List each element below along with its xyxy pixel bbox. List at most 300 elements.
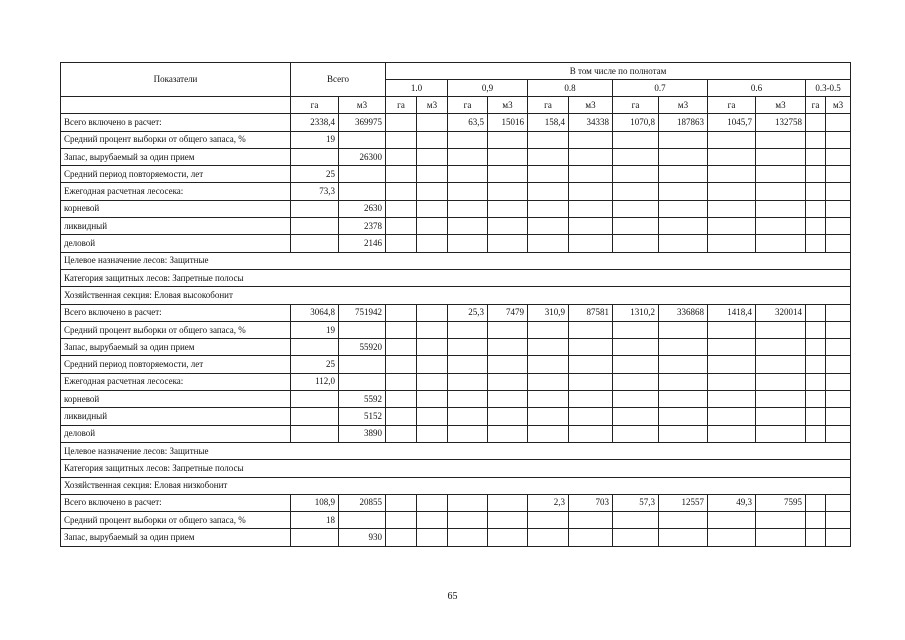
table-cell <box>488 425 528 442</box>
table-cell <box>826 304 851 321</box>
table-cell <box>826 166 851 183</box>
table-cell <box>417 166 448 183</box>
table-row <box>61 339 851 356</box>
row-label: корневой <box>61 200 291 217</box>
table-cell <box>488 339 528 356</box>
row-label: Средний процент выборки от общего запаса, % <box>61 512 291 529</box>
table-cell <box>756 408 806 425</box>
table-cell <box>386 529 417 546</box>
table-cell <box>613 200 659 217</box>
header-indicators: Показатели <box>61 63 291 97</box>
table-cell <box>417 218 448 235</box>
table-cell <box>613 512 659 529</box>
table-cell <box>448 529 488 546</box>
table-cell <box>708 425 756 442</box>
row-label: ликвидный <box>61 218 291 235</box>
table-cell <box>448 494 488 511</box>
table-cell <box>659 200 708 217</box>
table-cell: 310,9 <box>528 304 569 321</box>
table-cell <box>417 512 448 529</box>
table-cell <box>386 321 417 338</box>
table-cell <box>756 512 806 529</box>
table-cell <box>806 218 826 235</box>
table-cell <box>417 235 448 252</box>
row-label: корневой <box>61 391 291 408</box>
table-cell: 19 <box>291 131 339 148</box>
section-label: Категория защитных лесов: Запретные полосы <box>61 460 851 477</box>
table-cell <box>417 339 448 356</box>
table-cell <box>569 148 613 165</box>
table-cell: 5592 <box>339 391 386 408</box>
table-cell: 25 <box>291 356 339 373</box>
table-cell: 7479 <box>488 304 528 321</box>
table-cell <box>448 200 488 217</box>
table-cell <box>569 425 613 442</box>
table-cell <box>569 529 613 546</box>
table-cell <box>386 339 417 356</box>
table-cell <box>708 339 756 356</box>
table-cell <box>386 512 417 529</box>
table-cell: 703 <box>569 494 613 511</box>
table-cell <box>659 408 708 425</box>
table-cell <box>448 183 488 200</box>
table-row <box>61 391 851 408</box>
table-cell <box>528 512 569 529</box>
table-cell <box>708 183 756 200</box>
table-cell <box>528 166 569 183</box>
table-cell <box>708 321 756 338</box>
table-cell: 108,9 <box>291 494 339 511</box>
table-cell <box>708 218 756 235</box>
header-density-1-0: 1.0 <box>386 80 448 97</box>
table-cell <box>417 391 448 408</box>
table-cell <box>386 494 417 511</box>
unit-ha: га <box>386 97 417 114</box>
table-cell <box>756 339 806 356</box>
table-cell <box>386 114 417 131</box>
table-cell <box>339 131 386 148</box>
table-cell <box>291 218 339 235</box>
table-cell <box>806 512 826 529</box>
table-cell <box>613 373 659 390</box>
table-cell <box>448 235 488 252</box>
table-cell <box>448 512 488 529</box>
table-cell: 55920 <box>339 339 386 356</box>
table-cell <box>528 356 569 373</box>
table-cell <box>756 200 806 217</box>
table-cell <box>386 391 417 408</box>
table-cell <box>708 200 756 217</box>
table-cell <box>708 512 756 529</box>
table-cell <box>528 408 569 425</box>
table-cell <box>708 408 756 425</box>
table-cell <box>339 356 386 373</box>
table-cell <box>613 529 659 546</box>
table-cell <box>528 148 569 165</box>
table-cell <box>659 339 708 356</box>
table-cell <box>528 425 569 442</box>
table-cell <box>826 494 851 511</box>
table-row <box>61 148 851 165</box>
table-cell <box>708 391 756 408</box>
table-cell: 2,3 <box>528 494 569 511</box>
table-cell <box>386 218 417 235</box>
section-row <box>61 442 851 459</box>
table-cell <box>756 425 806 442</box>
table-cell: 5152 <box>339 408 386 425</box>
header-density-0-7: 0.7 <box>613 80 708 97</box>
table-cell <box>291 339 339 356</box>
table-cell <box>528 339 569 356</box>
table-cell <box>659 218 708 235</box>
unit-m3: м3 <box>659 97 708 114</box>
row-label: Запас, вырубаемый за один прием <box>61 148 291 165</box>
table-cell <box>448 339 488 356</box>
table-cell <box>826 131 851 148</box>
table-cell <box>448 356 488 373</box>
section-label: Целевое назначение лесов: Защитные <box>61 442 851 459</box>
table-cell <box>448 321 488 338</box>
header-total: Всего <box>291 63 386 97</box>
table-row <box>61 114 851 131</box>
table-cell: 2146 <box>339 235 386 252</box>
unit-m3: м3 <box>417 97 448 114</box>
table-cell <box>659 425 708 442</box>
row-label: деловой <box>61 235 291 252</box>
table-cell <box>569 131 613 148</box>
table-cell <box>613 131 659 148</box>
table-cell <box>488 391 528 408</box>
table-cell <box>756 235 806 252</box>
table-body <box>61 114 851 546</box>
table-cell <box>569 183 613 200</box>
table-cell <box>528 391 569 408</box>
table-cell <box>291 148 339 165</box>
table-cell <box>386 200 417 217</box>
row-label: Всего включено в расчет: <box>61 304 291 321</box>
table-cell <box>291 408 339 425</box>
table-cell: 2630 <box>339 200 386 217</box>
table-cell <box>826 425 851 442</box>
header-density-0-6: 0.6 <box>708 80 806 97</box>
table-cell: 20855 <box>339 494 386 511</box>
table-cell <box>659 512 708 529</box>
table-cell <box>708 373 756 390</box>
table-cell <box>528 218 569 235</box>
table-cell <box>613 183 659 200</box>
table-cell: 751942 <box>339 304 386 321</box>
table-row <box>61 494 851 511</box>
table-cell <box>708 166 756 183</box>
table-cell <box>613 391 659 408</box>
table-cell <box>708 529 756 546</box>
table-cell <box>488 373 528 390</box>
table-cell <box>569 166 613 183</box>
table-cell <box>659 148 708 165</box>
row-label: Средний процент выборки от общего запаса, % <box>61 321 291 338</box>
table-cell <box>488 218 528 235</box>
section-row <box>61 460 851 477</box>
table-cell <box>756 529 806 546</box>
table-cell <box>659 321 708 338</box>
table-cell <box>826 235 851 252</box>
table-cell <box>806 131 826 148</box>
unit-header-row <box>61 97 851 114</box>
table-cell <box>386 425 417 442</box>
table-cell <box>806 356 826 373</box>
table-cell <box>448 131 488 148</box>
table-cell <box>569 391 613 408</box>
table-row <box>61 321 851 338</box>
table-cell <box>708 235 756 252</box>
table-cell <box>826 114 851 131</box>
section-label: Хозяйственная секция: Еловая низкобонит <box>61 477 851 494</box>
row-label: ликвидный <box>61 408 291 425</box>
table-cell: 49,3 <box>708 494 756 511</box>
table-cell <box>756 391 806 408</box>
table-cell <box>569 408 613 425</box>
table-cell: 57,3 <box>613 494 659 511</box>
table-cell <box>826 218 851 235</box>
row-label: Ежегодная расчетная лесосека: <box>61 183 291 200</box>
table-cell: 25,3 <box>448 304 488 321</box>
unit-blank <box>61 97 291 114</box>
unit-m3: м3 <box>826 97 851 114</box>
table-cell <box>417 425 448 442</box>
table-cell: 187863 <box>659 114 708 131</box>
row-label: Средний процент выборки от общего запаса, % <box>61 131 291 148</box>
table-cell <box>659 373 708 390</box>
table-cell <box>613 339 659 356</box>
table-cell: 26300 <box>339 148 386 165</box>
table-cell <box>488 131 528 148</box>
table-cell <box>708 148 756 165</box>
table-cell <box>417 114 448 131</box>
table-cell: 320014 <box>756 304 806 321</box>
table-cell <box>806 408 826 425</box>
table-cell <box>613 166 659 183</box>
table-cell <box>291 529 339 546</box>
unit-m3: м3 <box>756 97 806 114</box>
table-cell <box>826 391 851 408</box>
table-cell <box>291 391 339 408</box>
table-cell <box>448 148 488 165</box>
section-row <box>61 252 851 269</box>
table-cell <box>826 200 851 217</box>
table-cell <box>826 373 851 390</box>
table-cell <box>448 408 488 425</box>
table-cell <box>386 131 417 148</box>
table-cell <box>569 356 613 373</box>
table-cell: 112,0 <box>291 373 339 390</box>
table-cell <box>488 321 528 338</box>
table-cell <box>417 131 448 148</box>
row-label: Ежегодная расчетная лесосека: <box>61 373 291 390</box>
section-label: Категория защитных лесов: Запретные полосы <box>61 269 851 286</box>
table-cell: 7595 <box>756 494 806 511</box>
table-cell <box>448 425 488 442</box>
table-cell <box>386 356 417 373</box>
table-cell <box>417 529 448 546</box>
table-row <box>61 166 851 183</box>
table-cell <box>826 183 851 200</box>
table-cell: 1045,7 <box>708 114 756 131</box>
table-cell: 19 <box>291 321 339 338</box>
table-cell <box>806 391 826 408</box>
table-cell <box>528 373 569 390</box>
table-cell <box>756 183 806 200</box>
table-cell: 18 <box>291 512 339 529</box>
table-cell <box>488 529 528 546</box>
table-cell <box>339 512 386 529</box>
section-label: Хозяйственная секция: Еловая высокобонит <box>61 287 851 304</box>
table-cell <box>569 512 613 529</box>
table-cell <box>708 131 756 148</box>
table-cell <box>417 304 448 321</box>
table-cell: 132758 <box>756 114 806 131</box>
row-label: Средний период повторяемости, лет <box>61 356 291 373</box>
header-density-0-3-0-5: 0.3-0.5 <box>806 80 851 97</box>
table-cell <box>291 235 339 252</box>
table-cell <box>826 339 851 356</box>
table-cell: 87581 <box>569 304 613 321</box>
table-cell <box>488 235 528 252</box>
table-cell <box>528 235 569 252</box>
table-cell <box>806 183 826 200</box>
section-label: Целевое назначение лесов: Защитные <box>61 252 851 269</box>
section-row <box>61 287 851 304</box>
table-cell <box>806 339 826 356</box>
table-cell <box>386 373 417 390</box>
table-cell <box>708 356 756 373</box>
unit-ha: га <box>528 97 569 114</box>
table-cell <box>659 356 708 373</box>
table-cell <box>659 183 708 200</box>
table-row <box>61 131 851 148</box>
table-cell <box>806 321 826 338</box>
table-cell <box>806 200 826 217</box>
table-cell <box>448 373 488 390</box>
table-cell <box>806 529 826 546</box>
table-cell: 15016 <box>488 114 528 131</box>
table-cell <box>386 166 417 183</box>
table-cell <box>806 166 826 183</box>
row-label: Запас, вырубаемый за один прием <box>61 529 291 546</box>
table-cell: 3064,8 <box>291 304 339 321</box>
table-cell <box>659 391 708 408</box>
page-number: 65 <box>447 591 458 602</box>
table-cell <box>659 235 708 252</box>
unit-ha: га <box>448 97 488 114</box>
row-label: Всего включено в расчет: <box>61 114 291 131</box>
table-cell <box>488 183 528 200</box>
table-cell <box>386 235 417 252</box>
table-cell: 63,5 <box>448 114 488 131</box>
table-cell <box>448 218 488 235</box>
table-cell <box>659 131 708 148</box>
unit-m3: м3 <box>339 97 386 114</box>
table-cell <box>417 321 448 338</box>
table-cell <box>291 200 339 217</box>
table-cell: 369975 <box>339 114 386 131</box>
table-cell <box>488 166 528 183</box>
table-cell <box>386 148 417 165</box>
table-cell <box>826 321 851 338</box>
table-row <box>61 218 851 235</box>
table-cell <box>756 148 806 165</box>
table-cell <box>386 408 417 425</box>
table-cell <box>806 425 826 442</box>
table-cell: 25 <box>291 166 339 183</box>
table-cell <box>826 408 851 425</box>
table-cell <box>528 200 569 217</box>
row-label: Запас, вырубаемый за один прием <box>61 339 291 356</box>
table-cell: 3890 <box>339 425 386 442</box>
table-cell <box>756 373 806 390</box>
table-cell <box>569 373 613 390</box>
forest-calculation-table <box>60 62 851 547</box>
table-cell: 1310,2 <box>613 304 659 321</box>
table-cell <box>659 529 708 546</box>
table-cell <box>613 408 659 425</box>
table-cell <box>806 494 826 511</box>
table-cell <box>417 408 448 425</box>
table-cell <box>613 425 659 442</box>
table-cell <box>339 373 386 390</box>
unit-ha: га <box>806 97 826 114</box>
table-cell <box>569 235 613 252</box>
table-row <box>61 373 851 390</box>
table-cell: 12557 <box>659 494 708 511</box>
table-cell <box>613 148 659 165</box>
table-cell: 336868 <box>659 304 708 321</box>
table-cell <box>488 512 528 529</box>
table-row <box>61 200 851 217</box>
table-cell <box>826 529 851 546</box>
section-row <box>61 269 851 286</box>
table-cell <box>756 356 806 373</box>
unit-ha: га <box>291 97 339 114</box>
table-cell <box>756 321 806 338</box>
table-cell <box>756 166 806 183</box>
table-cell <box>569 321 613 338</box>
table-cell <box>448 391 488 408</box>
table-cell <box>806 304 826 321</box>
table-cell <box>756 218 806 235</box>
row-label: деловой <box>61 425 291 442</box>
table-cell <box>339 183 386 200</box>
table-row <box>61 529 851 546</box>
table-cell <box>659 166 708 183</box>
table-cell <box>488 494 528 511</box>
header-including: В том числе по полнотам <box>386 63 851 80</box>
table-cell <box>528 321 569 338</box>
table-cell <box>417 494 448 511</box>
unit-m3: м3 <box>488 97 528 114</box>
table-cell <box>806 235 826 252</box>
section-row <box>61 477 851 494</box>
table-cell <box>528 131 569 148</box>
table-cell <box>339 166 386 183</box>
table-cell <box>386 183 417 200</box>
table-cell: 2338,4 <box>291 114 339 131</box>
table-cell <box>488 200 528 217</box>
table-cell <box>826 512 851 529</box>
unit-ha: га <box>708 97 756 114</box>
table-cell <box>448 166 488 183</box>
table-row <box>61 304 851 321</box>
table-cell <box>417 373 448 390</box>
